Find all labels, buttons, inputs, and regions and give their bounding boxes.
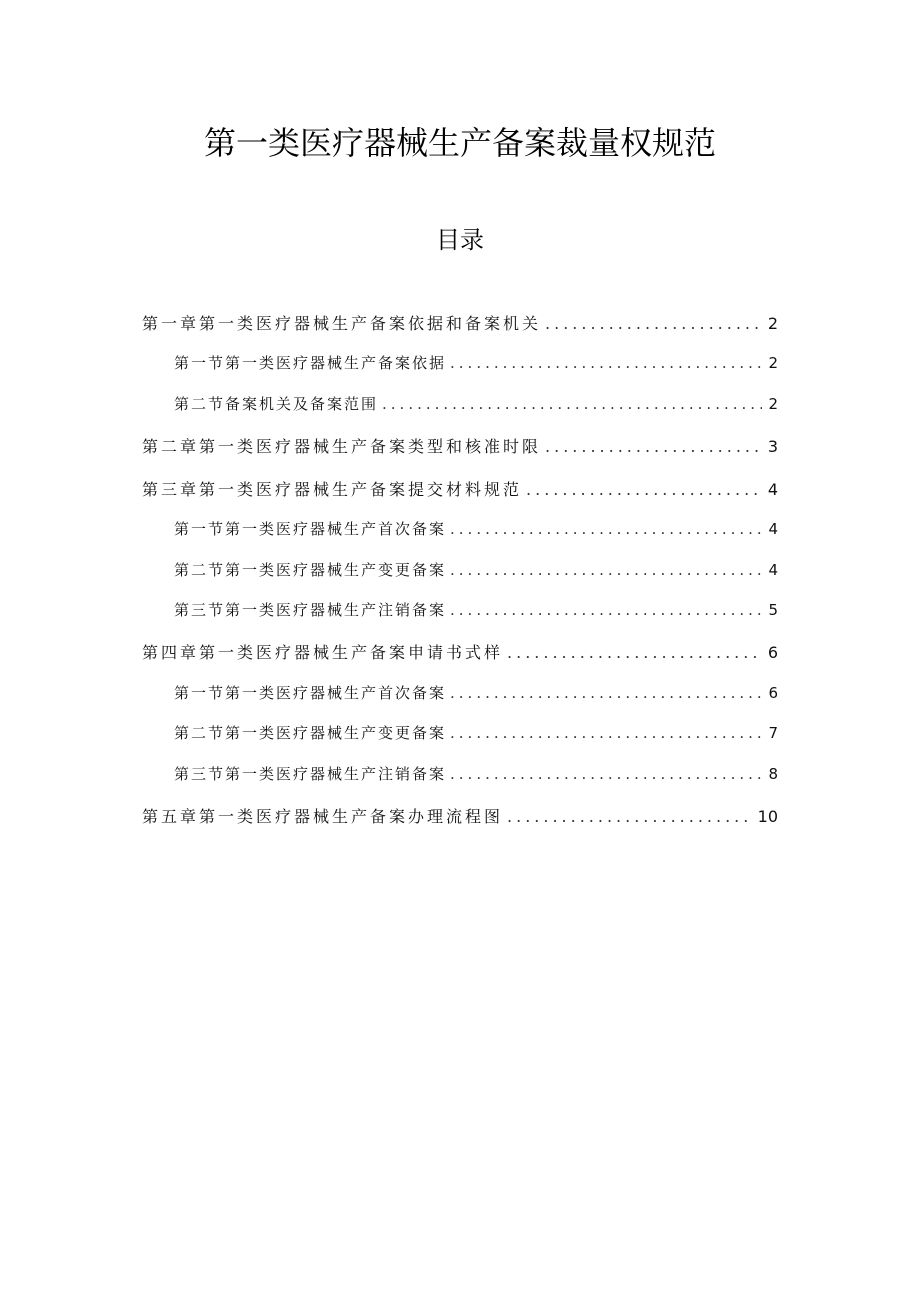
toc-entry-section[interactable] [174, 393, 778, 414]
dot-leader [450, 724, 762, 742]
toc-page-number: 4 [768, 561, 778, 579]
dot-leader [450, 354, 762, 372]
toc-page-number: 2 [767, 314, 778, 333]
dot-leader [526, 480, 762, 499]
toc-entry-label: 第二章第一类医疗器械生产备案类型和核准时限 [142, 437, 542, 456]
toc-page-number: 4 [768, 520, 778, 538]
toc-page-number: 7 [768, 724, 778, 742]
toc-entry-label: 第三节第一类医疗器械生产注销备案 [174, 765, 447, 783]
toc-entry-label: 第三章第一类医疗器械生产备案提交材料规范 [142, 480, 523, 499]
toc-page-number: 8 [768, 765, 778, 783]
dot-leader [450, 520, 762, 538]
toc-page-number: 6 [768, 684, 778, 702]
toc-page-number: 2 [768, 395, 778, 413]
toc-page-number: 2 [768, 354, 778, 372]
toc-entry-chapter[interactable] [142, 477, 778, 500]
toc-entry-section[interactable] [174, 763, 778, 784]
document-title: 第一类医疗器械生产备案裁量权规范 [203, 124, 716, 162]
dot-leader [382, 395, 762, 413]
dot-leader [507, 643, 762, 662]
toc-entry-section[interactable] [174, 352, 778, 373]
toc-entry-label: 第二节备案机关及备案范围 [174, 395, 379, 413]
toc-entry-label: 第一节第一类医疗器械生产首次备案 [174, 520, 447, 538]
toc-entry-label: 第一节第一类医疗器械生产首次备案 [174, 684, 447, 702]
dot-leader [450, 561, 762, 579]
toc-entry-label: 第四章第一类医疗器械生产备案申请书式样 [142, 643, 504, 662]
toc-page-number: 5 [768, 601, 778, 619]
toc-entry-label: 第三节第一类医疗器械生产注销备案 [174, 601, 447, 619]
toc-entry-label: 第二节第一类医疗器械生产变更备案 [174, 724, 447, 742]
toc-entry-section[interactable] [174, 518, 778, 539]
dot-leader [507, 807, 752, 826]
dot-leader [545, 314, 762, 333]
dot-leader [450, 765, 762, 783]
toc-page-number: 6 [767, 643, 778, 662]
toc-entry-label: 第一节第一类医疗器械生产备案依据 [174, 354, 447, 372]
toc-entry-section[interactable] [174, 722, 778, 743]
toc-entry-section[interactable] [174, 599, 778, 620]
toc-entry-section[interactable] [174, 682, 778, 703]
toc-entry-chapter[interactable] [142, 434, 778, 457]
toc-entry-section[interactable] [174, 559, 778, 580]
dot-leader [545, 437, 762, 456]
toc-page-number: 10 [757, 807, 778, 826]
toc-entry-chapter[interactable] [142, 804, 778, 827]
dot-leader [450, 601, 762, 619]
dot-leader [450, 684, 762, 702]
toc-entry-chapter[interactable] [142, 640, 778, 663]
toc-entry-chapter[interactable] [142, 311, 778, 334]
toc-heading: 目录 [436, 226, 484, 254]
toc-entry-label: 第五章第一类医疗器械生产备案办理流程图 [142, 807, 504, 826]
toc-page-number: 3 [767, 437, 778, 456]
toc-entry-label: 第一章第一类医疗器械生产备案依据和备案机关 [142, 314, 542, 333]
toc-entry-label: 第二节第一类医疗器械生产变更备案 [174, 561, 447, 579]
toc-page-number: 4 [767, 480, 778, 499]
